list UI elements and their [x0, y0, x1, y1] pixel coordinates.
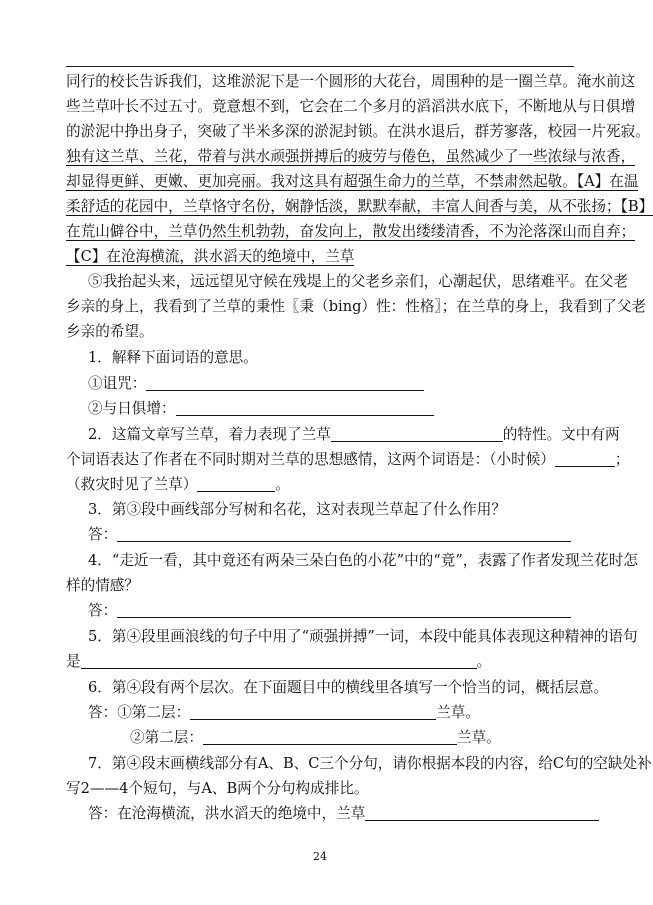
- answer-label: 答：: [88, 602, 118, 619]
- question-label: ②与日俱增：: [88, 400, 176, 417]
- question-4-line: 样的情感？: [66, 577, 139, 594]
- answer-line: [88, 802, 574, 826]
- answer-line: [88, 701, 574, 725]
- question-text: ；: [614, 451, 630, 468]
- underlined-text: 在荒山僻谷中，兰草仍然生机勃勃，奋发向上，散发出缕缕清香，不为沦落深山而自弃；: [66, 223, 636, 240]
- question-2: [88, 423, 620, 447]
- answer-blank[interactable]: [555, 450, 615, 467]
- passage-line: [66, 195, 653, 219]
- question-text: 兰草。: [436, 704, 480, 721]
- question-text: 是: [66, 653, 81, 670]
- answer-line: [88, 599, 574, 623]
- question-text: （救灾时见了兰草）: [66, 476, 198, 493]
- question-7: 7．第④段末画横线部分有A、B、C三个分句，请你根据本段的内容，给C句的空缺处补: [88, 755, 652, 772]
- passage-line: [66, 170, 639, 194]
- question-text: 个词语表达了作者在不同时期对兰草的思想感情，这两个词语是：（小时候）: [66, 451, 555, 468]
- question-2-line: [66, 448, 630, 472]
- question-7-line: 写2——4个短句，与A、B两个分句构成排比。: [66, 780, 369, 797]
- question-5-line: [66, 650, 574, 674]
- underlined-text: 【A】在温: [576, 173, 639, 190]
- answer-blank[interactable]: [197, 475, 275, 492]
- passage-line: 的淤泥中挣出身子，突破了半米多深的淤泥封锁。在洪水退后，群芳寥落，校园一片死寂。: [66, 123, 650, 140]
- underlined-text: 柔舒适的花园中，兰草恪守名份，娴静恬淡，默默奉献，丰富人间香与美，从不张扬；【B】: [66, 198, 653, 215]
- question-2-line: [66, 473, 574, 497]
- paragraph-5: ⑤我抬起头来，远远望见守候在残堤上的父老乡亲们，心潮起伏，思绪难平。在父老: [88, 273, 628, 290]
- question-1a: [88, 372, 574, 396]
- answer-blank[interactable]: [117, 601, 571, 618]
- answer-blank[interactable]: [331, 425, 503, 442]
- question-text: 的特性。文中有两: [502, 426, 620, 443]
- answer-label: 答：: [88, 526, 118, 543]
- underlined-text: 【C】在沧海横流，洪水滔天的绝境中，兰草: [66, 248, 355, 265]
- passage-line: [66, 220, 636, 244]
- question-6: 6．第④段有两个层次。在下面题目中的横线里各填写一个恰当的词，概括层意。: [88, 679, 609, 696]
- question-label: 答：①第二层：: [88, 704, 191, 721]
- question-1: 1．解释下面词语的意思。: [88, 349, 258, 366]
- underlined-text: 独有这兰草、兰花，带着与洪水顽强拼搏后的疲劳与倦色，虽然减少了一些浓绿与浓香，: [66, 148, 636, 165]
- answer-blank[interactable]: [365, 804, 599, 821]
- passage-line: 些兰草叶长不过五寸。竟意想不到，它会在二个多月的滔滔洪水底下，不断地从与日俱增: [66, 98, 636, 115]
- question-label: ①诅咒：: [88, 375, 147, 392]
- passage-line: [66, 245, 574, 269]
- page-number: 24: [313, 850, 327, 863]
- header-rule: [66, 66, 574, 67]
- answer-blank[interactable]: [146, 374, 424, 391]
- question-text: 兰草。: [456, 729, 501, 746]
- question-text: 。: [476, 653, 492, 670]
- underlined-text: 却显得更鲜、更嫩、更加亮丽。我对这具有超强生命力的兰草，不禁肃然起敬。: [66, 173, 577, 190]
- answer-line: [130, 726, 638, 750]
- question-5: 5．第④段里画浪线的句子中用了“顽强拼搏”一词，本段中能具体表现这种精神的语句: [88, 628, 638, 645]
- passage-line: 同行的校长告诉我们，这堆淤泥下是一个圆形的大花台，周围种的是一圈兰草。淹水前这: [66, 73, 636, 90]
- answer-blank[interactable]: [117, 525, 571, 542]
- answer-blank[interactable]: [203, 728, 457, 745]
- question-text: 。: [275, 476, 290, 493]
- passage-line: 乡亲的身上，我看到了兰草的秉性〖秉（bing）性：性格〗；在兰草的身上，我看到了父老: [66, 298, 647, 315]
- answer-blank[interactable]: [176, 399, 434, 416]
- answer-blank[interactable]: [81, 652, 477, 669]
- question-3: 3．第③段中画线部分写树和名花，这对表现兰草起了什么作用？: [88, 501, 506, 518]
- question-text: 2．这篇文章写兰草，着力表现了兰草: [88, 426, 331, 443]
- answer-line: [88, 523, 574, 547]
- question-1b: [88, 397, 574, 421]
- passage-line: [66, 145, 636, 169]
- question-4: 4．“走近一看，其中竟还有两朵三朵白色的小花”中的“竟”，表露了作者发现兰花时怎: [88, 552, 638, 569]
- question-text: 答：在沧海横流，洪水滔天的绝境中，兰草: [88, 805, 366, 822]
- passage-line: 乡亲的希望。: [66, 323, 154, 340]
- answer-blank[interactable]: [190, 703, 436, 720]
- question-label: ②第二层：: [130, 729, 203, 746]
